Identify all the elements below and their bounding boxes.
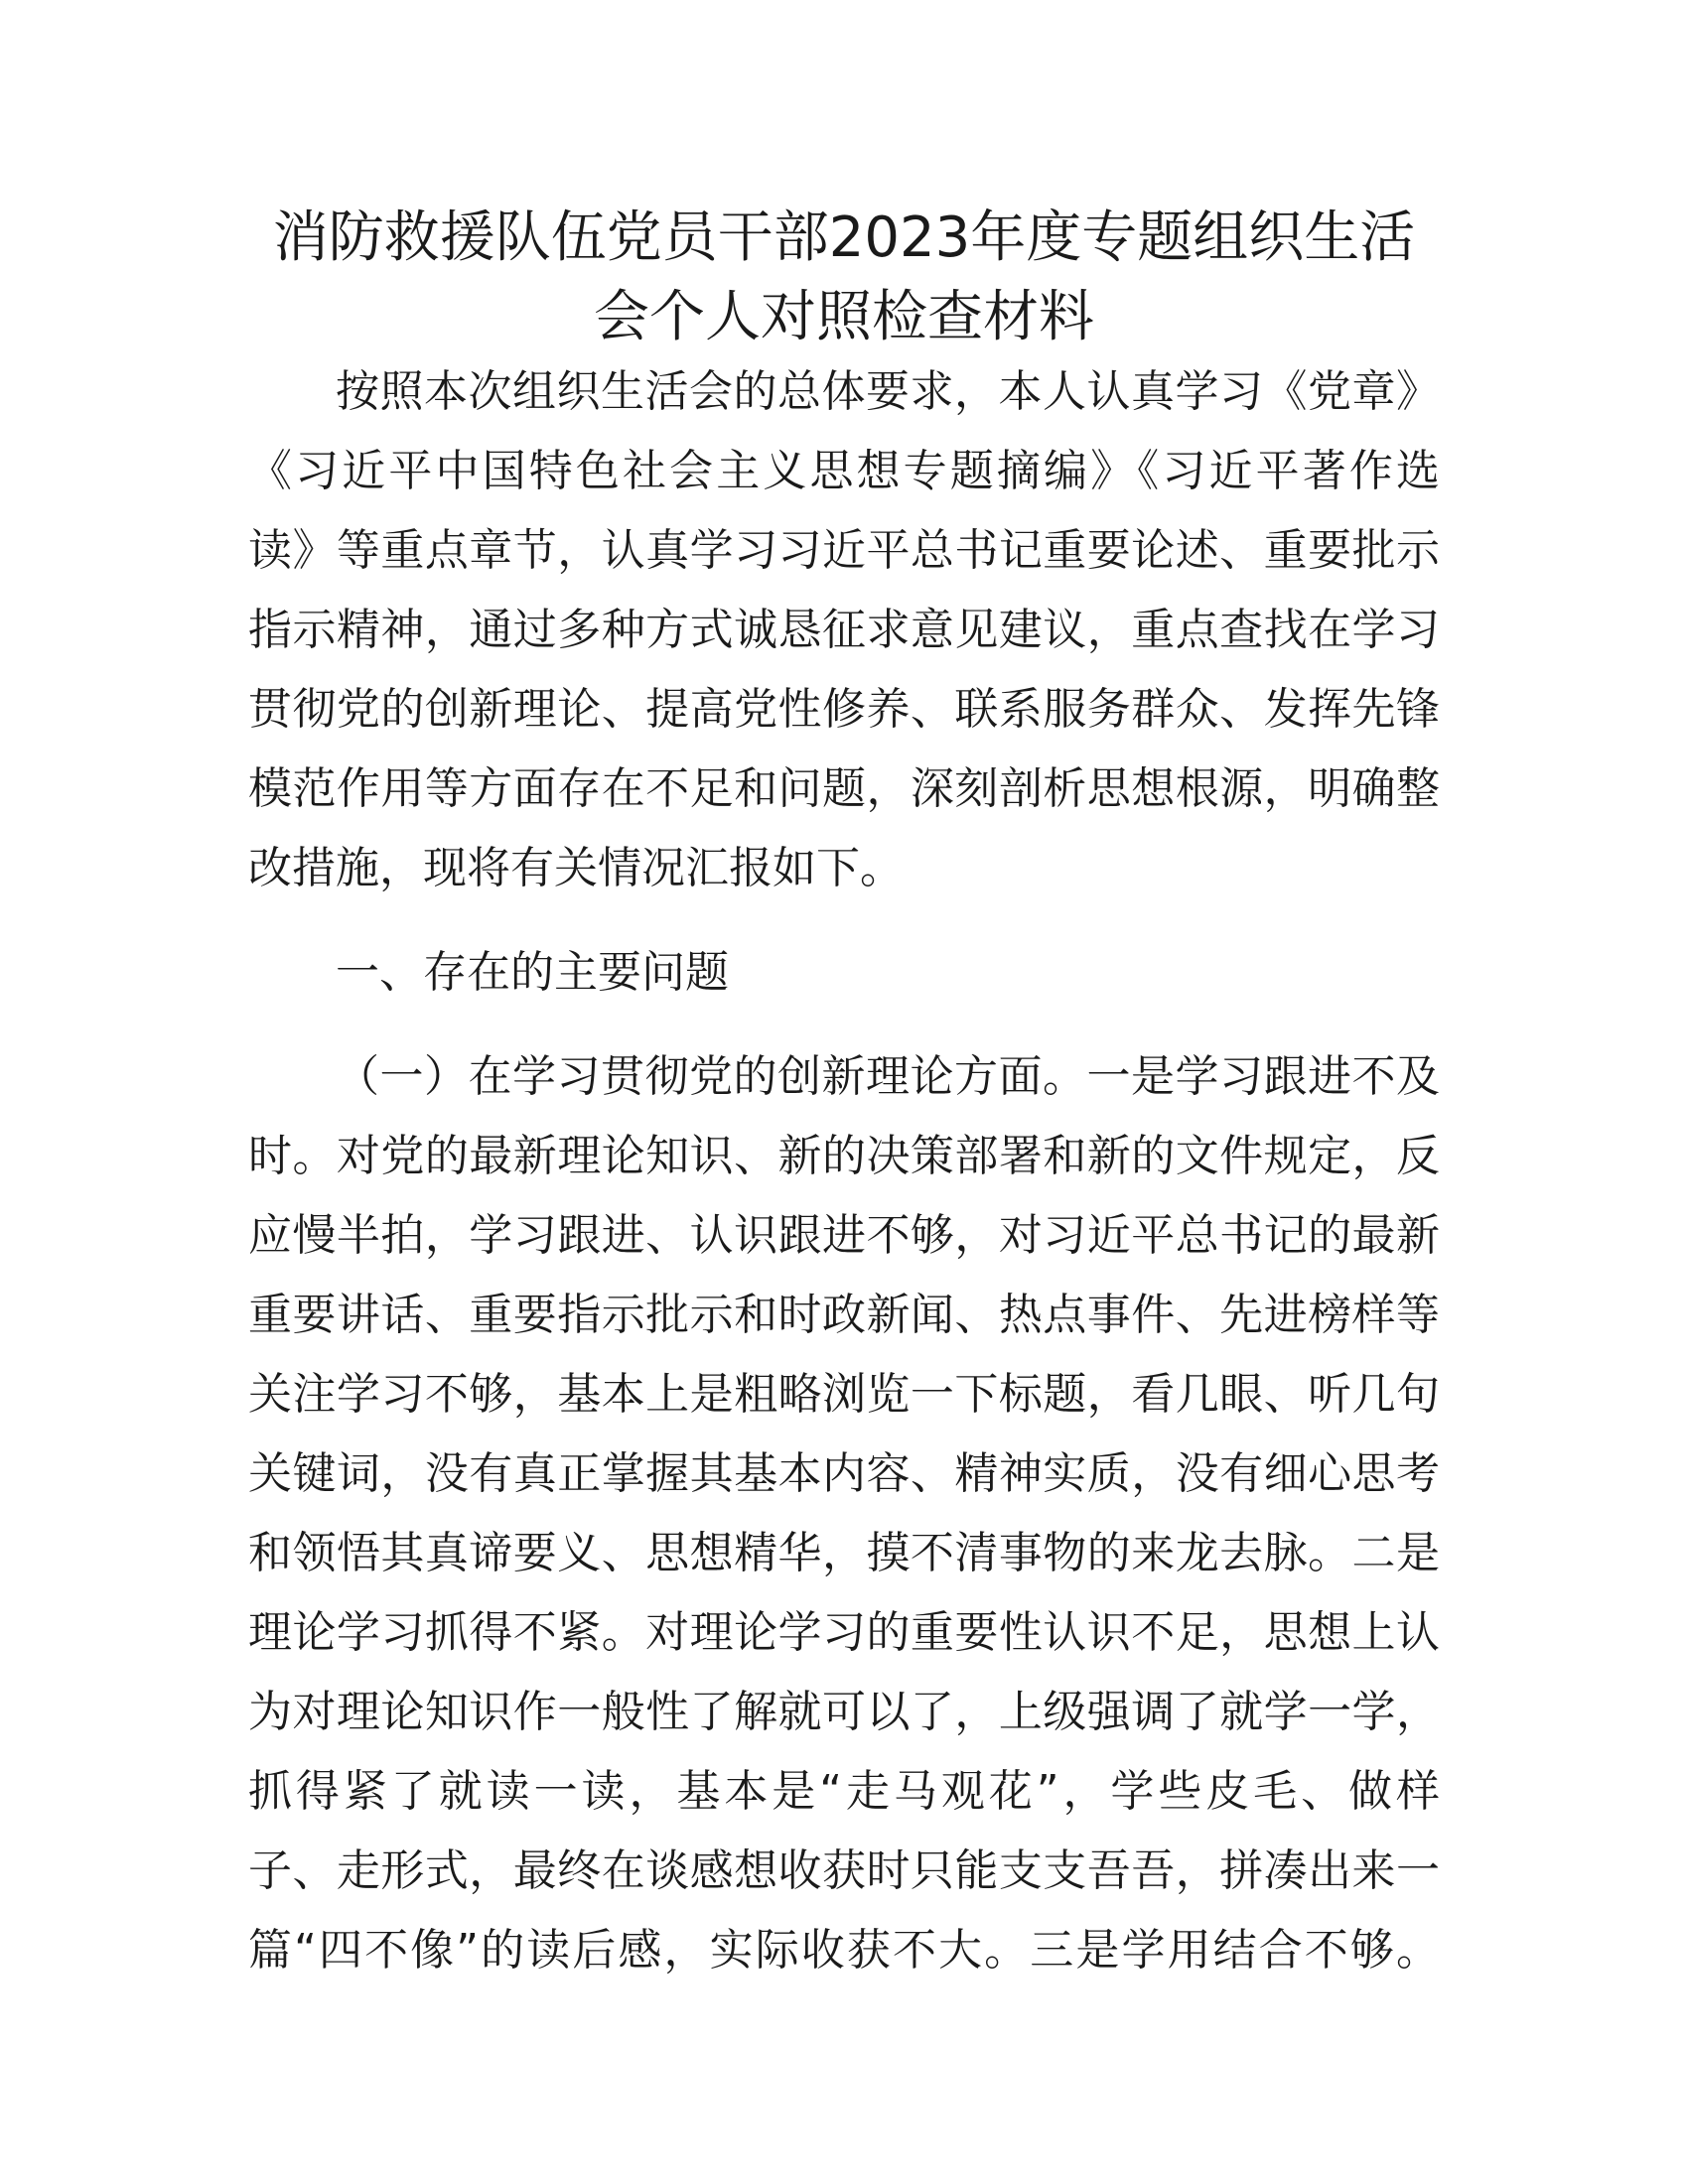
- paragraph-line: 按照本次组织生活会的总体要求，本人认真学习《党章》: [336, 366, 1440, 417]
- paragraph-line: 子、走形式，最终在谈感想收获时只能支支吾吾，拼凑出来一: [248, 1845, 1440, 1896]
- paragraph-gap: [248, 1013, 1440, 1037]
- paragraph-line: 篇“四不像”的读后感，实际收获不大。三是学用结合不够。: [248, 1925, 1440, 1976]
- title-line-1: 消防救援队伍党员干部2023年度专题组织生活: [272, 205, 1416, 270]
- paragraph-gap: [248, 908, 1440, 933]
- paragraph-line: 为对理论知识作一般性了解就可以了，上级强调了就学一学，: [248, 1687, 1440, 1737]
- document-title: [199, 199, 1489, 357]
- paragraph-line: 读》等重点章节，认真学习习近平总书记重要论述、重要批示: [248, 525, 1440, 576]
- paragraph-line: 关注学习不够，基本上是粗略浏览一下标题，看几眼、听几句: [248, 1369, 1440, 1420]
- paragraph-line: 《习近平中国特色社会主义思想专题摘编》《习近平著作选: [248, 446, 1440, 496]
- section1-paragraph: [248, 1037, 1440, 1990]
- paragraph-line: 应慢半拍，学习跟进、认识跟进不够，对习近平总书记的最新: [248, 1210, 1440, 1261]
- paragraph-line: 关键词，没有真正掌握其基本内容、精神实质，没有细心思考: [248, 1448, 1440, 1499]
- section-heading: 一、存在的主要问题: [336, 947, 729, 998]
- intro-paragraph: [248, 352, 1440, 908]
- paragraph-line: 重要讲话、重要指示批示和时政新闻、热点事件、先进榜样等: [248, 1290, 1440, 1340]
- document-body: [248, 352, 1440, 1990]
- paragraph-line: 理论学习抓得不紧。对理论学习的重要性认识不足，思想上认: [248, 1607, 1440, 1658]
- paragraph-line: 模范作用等方面存在不足和问题，深刻剖析思想根源，明确整: [248, 763, 1440, 814]
- paragraph-line: 贯彻党的创新理论、提高党性修养、联系服务群众、发挥先锋: [248, 684, 1440, 735]
- title-line-2: 会个人对照检查材料: [594, 285, 1094, 349]
- paragraph-line: （一）在学习贯彻党的创新理论方面。一是学习跟进不及: [336, 1051, 1440, 1102]
- paragraph-line: 指示精神，通过多种方式诚恳征求意见建议，重点查找在学习: [248, 605, 1440, 655]
- paragraph-line: 改措施，现将有关情况汇报如下。: [248, 843, 904, 893]
- paragraph-line: 时。对党的最新理论知识、新的决策部署和新的文件规定，反: [248, 1131, 1440, 1181]
- paragraph-line: 和领悟其真谛要义、思想精华，摸不清事物的来龙去脉。二是: [248, 1528, 1440, 1578]
- paragraph-line: 抓得紧了就读一读，基本是“走马观花”，学些皮毛、做样: [248, 1766, 1440, 1817]
